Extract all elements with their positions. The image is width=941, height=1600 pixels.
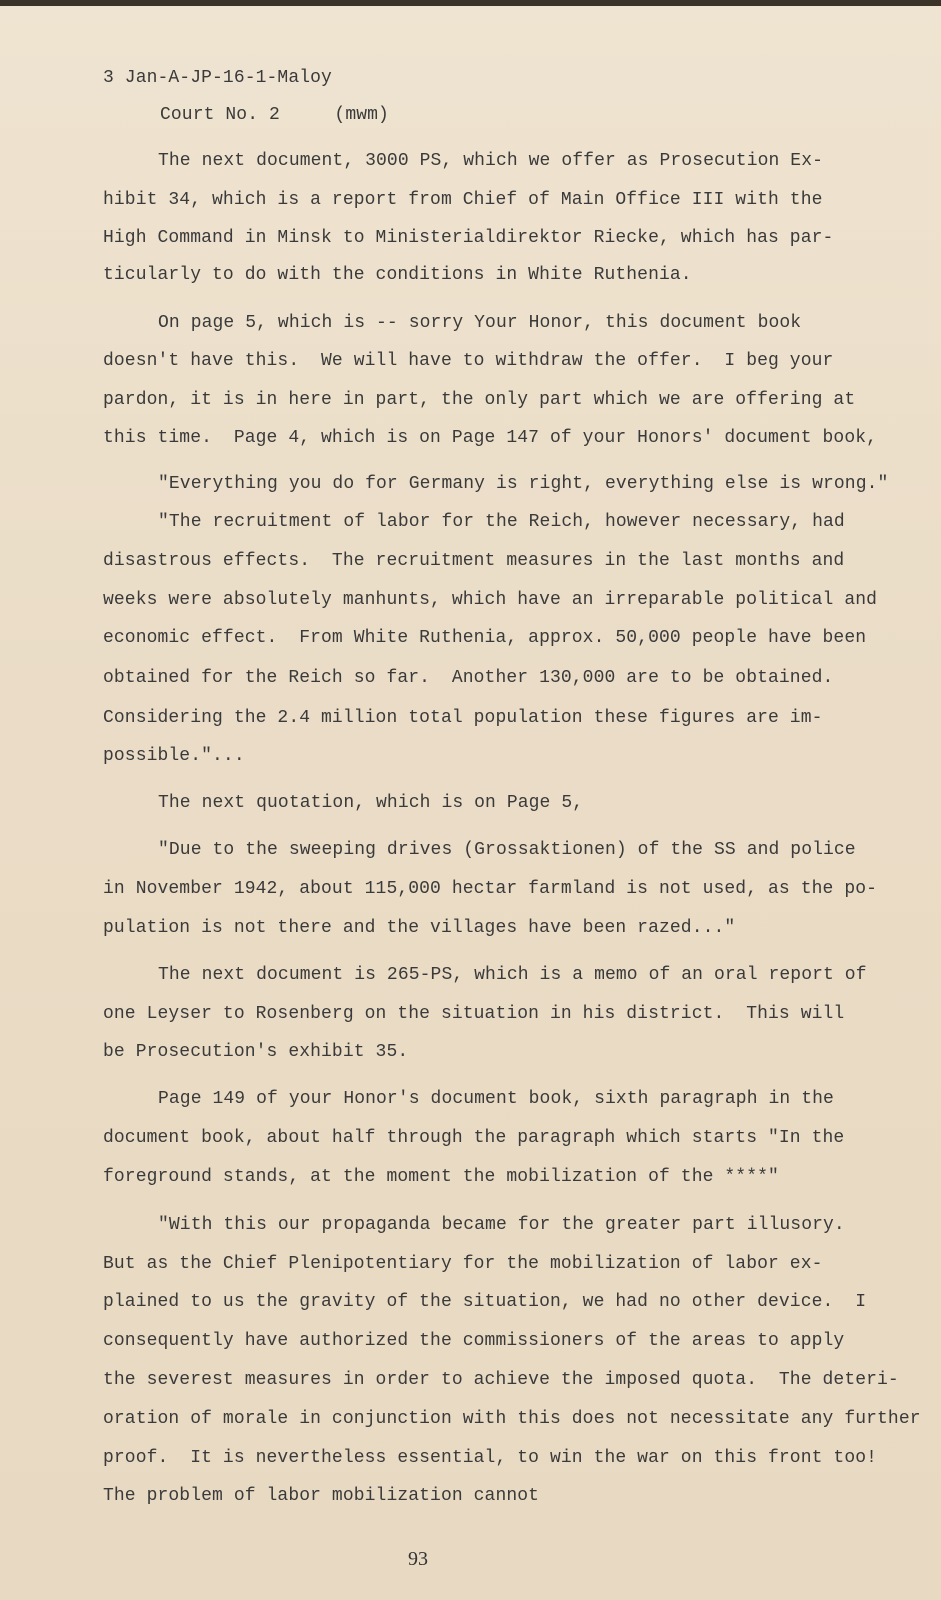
text-line: doesn't have this. We will have to withdraw the offer. I beg your [103, 351, 834, 371]
text-line: this time. Page 4, which is on Page 147 of your Honors' document book, [103, 428, 878, 448]
text-line: proof. It is nevertheless essential, to win the war on this front too! [103, 1448, 878, 1468]
text-line: disastrous effects. The recruitment measures in the last months and [103, 551, 845, 571]
text-line: "With this our propaganda became for the greater part illusory. [158, 1215, 845, 1235]
text-line: possible."... [103, 746, 245, 766]
text-line: But as the Chief Plenipotentiary for the mobilization of labor ex- [103, 1254, 823, 1274]
text-line: "Due to the sweeping drives (Grossaktionen) of the SS and police [158, 840, 856, 860]
text-line: be Prosecution's exhibit 35. [103, 1042, 409, 1062]
text-line: "Everything you do for Germany is right, everything else is wrong." [158, 474, 889, 494]
text-line: "The recruitment of labor for the Reich, however necessary, had [158, 512, 845, 532]
text-line: oration of morale in conjunction with this does not necessitate any further [103, 1409, 921, 1429]
page-top-edge [0, 0, 941, 6]
text-line: in November 1942, about 115,000 hectar farmland is not used, as the po- [103, 879, 878, 899]
court-line: Court No. 2 (mwm) [160, 105, 389, 125]
text-line: Page 149 of your Honor's document book, sixth paragraph in the [158, 1089, 834, 1109]
text-line: High Command in Minsk to Ministerialdirektor Riecke, which has par- [103, 228, 834, 248]
text-line: foreground stands, at the moment the mobilization of the ****" [103, 1167, 779, 1187]
text-line: ticularly to do with the conditions in White Ruthenia. [103, 265, 692, 285]
text-line: On page 5, which is -- sorry Your Honor, this document book [158, 313, 802, 333]
text-line: obtained for the Reich so far. Another 130,000 are to be obtained. [103, 668, 834, 688]
text-line: The next document, 3000 PS, which we offer as Prosecution Ex- [158, 151, 824, 171]
text-line: hibit 34, which is a report from Chief of Main Office III with the [103, 190, 823, 210]
text-line: pulation is not there and the villages have been razed..." [103, 918, 736, 938]
text-line: the severest measures in order to achieve the imposed quota. The deteri- [103, 1370, 899, 1390]
text-line: consequently have authorized the commissioners of the areas to apply [103, 1331, 845, 1351]
text-line: one Leyser to Rosenberg on the situation in his district. This will [103, 1004, 845, 1024]
text-line: document book, about half through the paragraph which starts "In the [103, 1128, 845, 1148]
page-number: 93 [408, 1548, 428, 1570]
text-line: The next quotation, which is on Page 5, [158, 793, 584, 813]
text-line: weeks were absolutely manhunts, which have an irreparable political and [103, 590, 878, 610]
text-line: The problem of labor mobilization cannot [103, 1486, 540, 1506]
text-line: plained to us the gravity of the situation, we had no other device. I [103, 1292, 867, 1312]
text-line: Considering the 2.4 million total population these figures are im- [103, 708, 823, 728]
text-line: economic effect. From White Ruthenia, approx. 50,000 people have been [103, 628, 867, 648]
document-reference: 3 Jan-A-JP-16-1-Maloy [103, 68, 332, 88]
text-line: pardon, it is in here in part, the only part which we are offering at [103, 390, 856, 410]
text-line: The next document is 265-PS, which is a memo of an oral report of [158, 965, 867, 985]
